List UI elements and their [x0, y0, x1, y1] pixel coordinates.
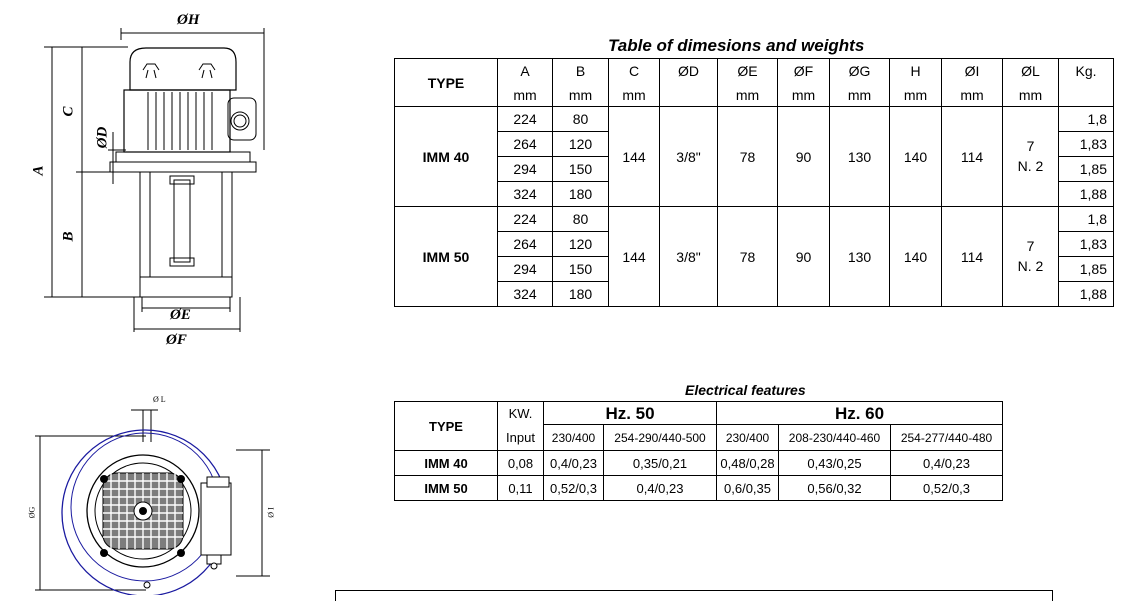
voltage-subheader: 254-290/440-500 [604, 425, 717, 451]
table-cell-a: 324 [498, 282, 553, 307]
table-cell-a: 294 [498, 257, 553, 282]
kw-cell: 0,11 [498, 476, 544, 501]
type-cell: IMM 40 [395, 107, 498, 207]
table-cell-b: 180 [553, 282, 609, 307]
hz50-header: Hz. 50 [544, 402, 717, 425]
dimension-label-g: ØG [27, 506, 37, 519]
table-cell-i: 114 [942, 207, 1003, 307]
table-cell-i: 114 [942, 107, 1003, 207]
dimension-label-a: A [30, 165, 47, 176]
current-cell: 0,4/0,23 [544, 451, 604, 476]
column-unit: mm [718, 84, 778, 107]
column-unit [1059, 84, 1114, 107]
current-cell: 0,6/0,35 [717, 476, 779, 501]
table-cell-a: 264 [498, 132, 553, 157]
current-cell: 0,52/0,3 [891, 476, 1003, 501]
table-cell-kg: 1,85 [1059, 257, 1114, 282]
current-cell: 0,43/0,25 [779, 451, 891, 476]
column-header: C [609, 59, 660, 84]
column-unit: mm [609, 84, 660, 107]
column-unit [660, 84, 718, 107]
table-cell-kg: 1,88 [1059, 282, 1114, 307]
electrical-table [394, 401, 1003, 501]
column-header: A [498, 59, 553, 84]
table-cell-e: 78 [718, 207, 778, 307]
dimension-label-e: ØE [170, 307, 191, 323]
current-cell: 0,4/0,23 [891, 451, 1003, 476]
column-header: ØL [1003, 59, 1059, 84]
current-cell: 0,56/0,32 [779, 476, 891, 501]
table-cell-l [1003, 107, 1059, 207]
type-cell: IMM 50 [395, 476, 498, 501]
column-header: B [553, 59, 609, 84]
column-unit: mm [498, 84, 553, 107]
table-cell-c: 144 [609, 107, 660, 207]
table-cell-e: 78 [718, 107, 778, 207]
table-cell-kg: 1,8 [1059, 207, 1114, 232]
table-cell-l-value: 7 [1026, 237, 1035, 254]
dimensions-table [394, 58, 1114, 307]
table-cell-b: 80 [553, 207, 609, 232]
dimension-label-c: C [60, 106, 77, 117]
table-cell-a: 224 [498, 207, 553, 232]
type-header: TYPE [395, 402, 498, 451]
electrical-table-title: Electrical features [685, 382, 806, 398]
type-header: TYPE [395, 59, 498, 107]
table-cell-c: 144 [609, 207, 660, 307]
table-cell-a: 294 [498, 157, 553, 182]
dimension-label-i: Ø I [266, 507, 276, 518]
column-unit: mm [830, 84, 890, 107]
table-cell-g: 130 [830, 207, 890, 307]
table-cell-l-note: N. 2 [1017, 157, 1044, 174]
table-cell-kg: 1,8 [1059, 107, 1114, 132]
column-header: H [890, 59, 942, 84]
table-cell-b: 120 [553, 132, 609, 157]
table-cell-a: 264 [498, 232, 553, 257]
table-cell-b: 150 [553, 257, 609, 282]
hz60-header: Hz. 60 [717, 402, 1003, 425]
input-header: Input [498, 425, 544, 451]
pump-side-view-drawing [0, 0, 300, 360]
type-cell: IMM 40 [395, 451, 498, 476]
table-cell-f: 90 [778, 107, 830, 207]
kw-cell: 0,08 [498, 451, 544, 476]
table-cell-l [1003, 207, 1059, 307]
voltage-subheader: 254-277/440-480 [891, 425, 1003, 451]
table-cell-h: 140 [890, 107, 942, 207]
table-cell-kg: 1,83 [1059, 232, 1114, 257]
current-cell: 0,4/0,23 [604, 476, 717, 501]
dimension-label-b: B [60, 231, 77, 242]
dimension-label-d: ØD [94, 126, 111, 149]
table-cell-l-note: N. 2 [1017, 257, 1044, 274]
column-unit: mm [890, 84, 942, 107]
table-cell-a: 224 [498, 107, 553, 132]
current-cell: 0,52/0,3 [544, 476, 604, 501]
table-cell-l-value: 7 [1026, 137, 1035, 154]
table-cell-b: 120 [553, 232, 609, 257]
current-cell: 0,35/0,21 [604, 451, 717, 476]
voltage-subheader: 230/400 [717, 425, 779, 451]
column-header: ØG [830, 59, 890, 84]
type-cell: IMM 50 [395, 207, 498, 307]
table-cell-d: 3/8" [660, 207, 718, 307]
table-cell-a: 324 [498, 182, 553, 207]
column-header: ØE [718, 59, 778, 84]
current-cell: 0,48/0,28 [717, 451, 779, 476]
table-cell-kg: 1,85 [1059, 157, 1114, 182]
dimension-label-l: Ø L [153, 395, 166, 404]
column-header: ØF [778, 59, 830, 84]
dimensions-table-title: Table of dimesions and weights [608, 36, 865, 55]
table-cell-b: 80 [553, 107, 609, 132]
pump-top-view-drawing [0, 380, 300, 595]
column-unit: mm [1003, 84, 1059, 107]
voltage-subheader: 208-230/440-460 [779, 425, 891, 451]
kw-header: KW. [498, 402, 544, 425]
column-unit: mm [553, 84, 609, 107]
column-header: ØI [942, 59, 1003, 84]
table-cell-f: 90 [778, 207, 830, 307]
table-cell-h: 140 [890, 207, 942, 307]
column-header: ØD [660, 59, 718, 84]
table-cell-b: 180 [553, 182, 609, 207]
bottom-box-outline [335, 590, 1053, 601]
table-cell-kg: 1,88 [1059, 182, 1114, 207]
column-unit: mm [778, 84, 830, 107]
dimension-label-f: ØF [166, 332, 187, 348]
voltage-subheader: 230/400 [544, 425, 604, 451]
dimension-label-h: ØH [177, 12, 200, 28]
table-cell-kg: 1,83 [1059, 132, 1114, 157]
column-unit: mm [942, 84, 1003, 107]
column-header: Kg. [1059, 59, 1114, 84]
table-cell-d: 3/8" [660, 107, 718, 207]
table-cell-b: 150 [553, 157, 609, 182]
table-cell-g: 130 [830, 107, 890, 207]
